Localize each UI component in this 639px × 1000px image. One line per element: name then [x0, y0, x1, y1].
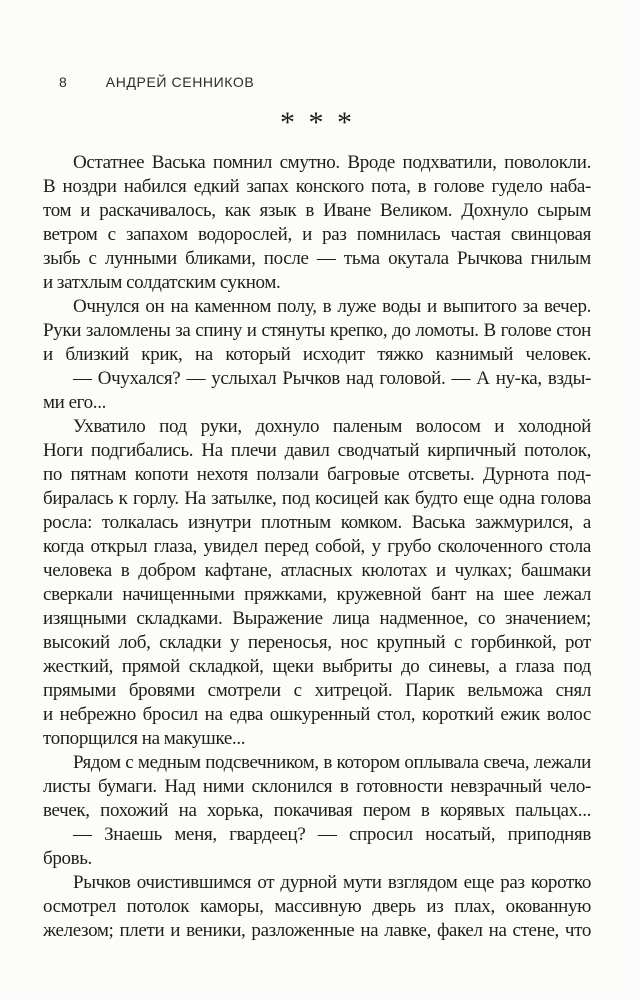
paragraph	[43, 751, 591, 823]
paragraph	[43, 151, 591, 295]
text-line: Ноги подгибались. На плечи давил сводчатый кирпичный потолок,	[43, 440, 591, 461]
paragraph	[43, 823, 591, 871]
paragraph	[43, 871, 591, 943]
text-line: вечек, похожий на хорька, покачивая пером в корявых пальцах...	[43, 800, 591, 821]
page-header	[59, 75, 254, 90]
paragraph	[43, 295, 591, 367]
text-line: Рычков очистившимся от дурной мути взглядом еще раз коротко	[73, 872, 591, 893]
text-line: высокий лоб, складки у переносья, нос крупный с горбинкой, рот	[43, 632, 591, 653]
text-line: ми его...	[43, 392, 106, 413]
text-line: зыбь с лунными бликами, после — тьма окутала Рычкова гнилым	[43, 248, 591, 269]
text-line: Рядом с медным подсвечником, в котором оплывала свеча, лежали	[73, 752, 591, 773]
paragraph	[43, 415, 591, 751]
text-line: изящными складками. Выражение лица надменное, со значением;	[43, 608, 591, 629]
text-line: жесткий, прямой складкой, щеки выбриты до синевы, а глаза под	[43, 656, 591, 677]
text-line: Очнулся он на каменном полу, в луже воды и выпитого за вечер.	[73, 296, 591, 317]
text-line: Руки заломлены за спину и стянуты крепко, до ломоты. В голове стон	[43, 320, 591, 341]
text-line: том и раскачивалось, как язык в Иване Великом. Дохнуло сырым	[43, 200, 591, 221]
page-number: 8	[59, 74, 67, 90]
running-title: АНДРЕЙ СЕННИКОВ	[105, 74, 255, 90]
text-line: — Знаешь меня, гвардеец? — спросил носатый, приподняв	[73, 824, 591, 845]
text-line: ветром с запахом водорослей, и раз помнилась частая свинцовая	[43, 224, 591, 245]
body-text	[43, 151, 591, 943]
text-line: биралась к горлу. На затылке, под косицей как будто еще одна голова	[43, 488, 591, 509]
text-line: сверкали начищенными пряжками, кружевной бант на шее лежал	[43, 584, 591, 605]
text-line: топорщился на макушке...	[43, 728, 246, 749]
text-line: листы бумаги. Над ними склонился в готовности невзрачный чело-	[43, 776, 591, 797]
text-line: железом; плети и веники, разложенные на лавке, факел на стене, что	[43, 920, 591, 941]
paragraph	[43, 367, 591, 415]
text-line: человека в добром кафтане, атласных кюлотах и чулках; башмаки	[43, 560, 591, 581]
text-line: осмотрел потолок каморы, массивную дверь из плах, окованную	[43, 896, 591, 917]
text-line: прямыми бровями смотрели с хитрецой. Парик вельможа снял	[43, 680, 591, 701]
text-line: — Очухался? — услыхал Рычков над головой. — А ну-ка, взды-	[73, 368, 591, 389]
text-line: В ноздри набился едкий запах конского пота, в голове гудело наба-	[43, 176, 591, 197]
text-line: росла: толкалась изнутри плотным комком. Васька зажмурился, а	[43, 512, 591, 533]
section-divider: * * *	[280, 106, 354, 139]
text-line: бровь.	[43, 848, 92, 869]
text-line: и близкий крик, на который исходит тяжко казнимый человек.	[43, 344, 591, 365]
text-line: по пятнам копоти нехотя ползали багровые отсветы. Дурнота под-	[43, 464, 591, 485]
text-line: когда открыл глаза, увидел перед собой, у грубо сколоченного стола	[43, 536, 591, 557]
text-line: и затхлым солдатским сукном.	[43, 272, 281, 293]
text-line: Остатнее Васька помнил смутно. Вроде подхватили, поволокли.	[73, 152, 591, 173]
text-line: и небрежно бросил на едва ошкуренный стол, короткий ежик волос	[43, 704, 591, 725]
text-line: Ухватило под руки, дохнуло паленым волосом и холодной	[73, 416, 591, 437]
